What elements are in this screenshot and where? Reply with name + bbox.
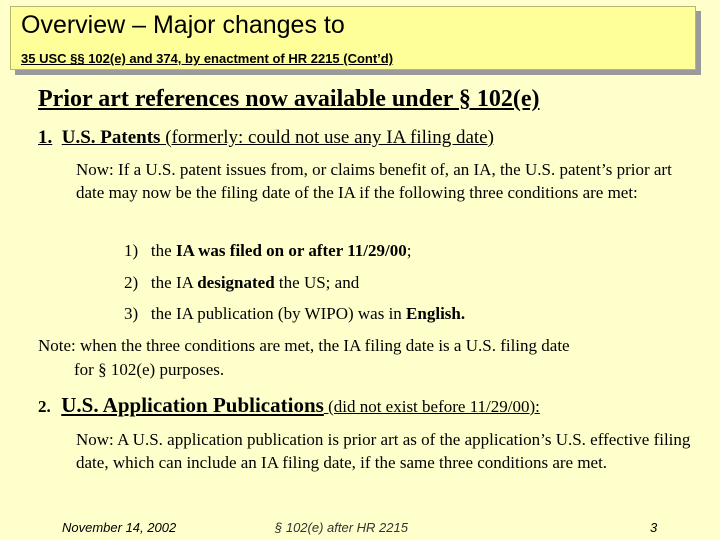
item-2-bold: U.S. Application Publications xyxy=(61,393,324,417)
condition-3-pre: the IA publication (by WIPO) was in xyxy=(150,304,407,323)
title-box xyxy=(10,6,696,70)
now-2-text: A U.S. application publication is prior art as of the application’s U.S. effective filing date, which can include an IA filing date, if the same three conditions are met. xyxy=(76,430,691,472)
item-2 xyxy=(38,393,540,418)
now-1-prefix: Now: xyxy=(76,160,119,179)
item-1-rest: (formerly: could not use any IA filing date) xyxy=(160,127,494,148)
condition-1-post: ; xyxy=(406,241,412,260)
condition-1 xyxy=(124,241,411,261)
footer-page-number: 3 xyxy=(650,520,658,535)
note-paragraph xyxy=(38,334,678,382)
section-heading: Prior art references now available under § 102(e) xyxy=(38,86,540,112)
now-paragraph-2 xyxy=(76,428,696,474)
item-2-rest: (did not exist before 11/29/00): xyxy=(323,397,540,416)
now-paragraph-1 xyxy=(76,158,696,204)
condition-2-bold: designated xyxy=(197,273,275,292)
note-line-2: for § 102(e) purposes. xyxy=(74,360,225,379)
item-1-number: 1. xyxy=(38,127,53,148)
condition-3 xyxy=(124,304,465,324)
now-1-text: If a U.S. patent issues from, or claims benefit of, an IA, the U.S. patent’s prior art date may now be the filing date of the IA if the following three conditions are met: xyxy=(76,160,672,202)
now-2-prefix: Now: xyxy=(76,430,118,449)
condition-2-number: 2) xyxy=(124,273,139,292)
item-1 xyxy=(38,127,494,149)
note-line-1: Note: when the three conditions are met, the IA filing date is a U.S. filing date xyxy=(38,336,570,355)
condition-3-number: 3) xyxy=(124,304,139,323)
footer-date: November 14, 2002 xyxy=(62,520,177,535)
item-1-bold: U.S. Patents xyxy=(61,127,161,148)
slide-subtitle: 35 USC §§ 102(e) and 374, by enactment of HR 2215 (Cont’d) xyxy=(21,51,394,66)
condition-1-number: 1) xyxy=(124,241,139,260)
condition-3-bold: English. xyxy=(406,304,466,323)
condition-1-bold: IA was filed on or after 11/29/00 xyxy=(175,241,407,260)
item-2-number: 2. xyxy=(38,397,51,416)
condition-2 xyxy=(124,273,359,293)
condition-2-post: the US; and xyxy=(274,273,360,292)
condition-1-pre: the xyxy=(150,241,176,260)
condition-2-pre: the IA xyxy=(150,273,198,292)
footer-title: § 102(e) after HR 2215 xyxy=(275,520,408,535)
slide-title: Overview – Major changes to xyxy=(21,11,345,39)
